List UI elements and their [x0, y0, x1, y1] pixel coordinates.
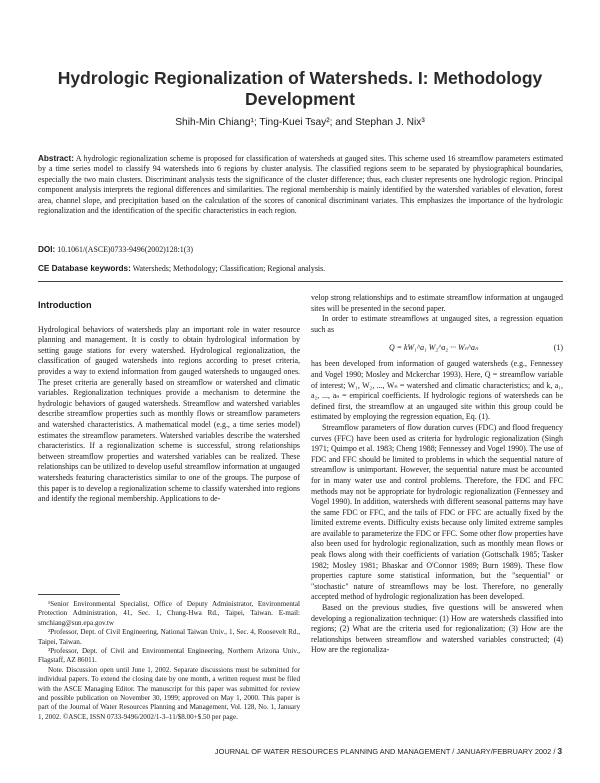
page-number: 3 — [557, 747, 562, 756]
intro-paragraph: Hydrological behaviors of watersheds play an important role in water resource planning and management. It is costly to obtain hydrological information by setting gauge stations for every watershed. Hydrological regionalization, the classification of gauged watersheds into regions according to preset criteria, provides a way to extend information from gauged watersheds to ungauged ones. The preset criteria are generally based on streamflow or watershed and climatic variables. Regionalization techniques provide a mechanism to determine the hydrologic behaviors of gauged watersheds. Streamflow and watershed variables describe streamflow properties such as monthly flows or streamflow parameters and watershed characteristics. A mathematical model (e.g., a time series model) estimates the streamflow parameters. Watershed variables describe the watershed characteristics. If a regionalization scheme is successful, strong relationships between streamflow properties and watershed variables can be realized. These relationships can be utilized to develop useful streamflow information at ungauged watersheds featuring characteristics similar to one of the groups. The purpose of this paper is to develop a regionalization scheme to classify watershed into regions and identify the regional membership. Applications to de- — [38, 324, 300, 504]
paper-title: Hydrologic Regionalization of Watersheds. I: Methodology Development — [57, 68, 543, 109]
abstract — [38, 154, 563, 216]
footnote-2: ²Professor, Dept. of Civil Engineering, National Taiwan Univ., 1, Sec. 4, Roosevelt Rd., Taipei, Taiwan. — [38, 628, 300, 646]
right-paragraph-1: velop strong relationships and to estimate streamflow information at ungauged sites will be presented in the second paper. — [311, 293, 563, 313]
right-paragraph-5: Based on the previous studies, five questions will be answered when developing a regionalization technique: (1) How are watersheds classified into regions; (2) What are the criteria used for regionalization; (3) How are the relationships between streamflow and watershed variables constructed; (4) How are the regionaliza- — [311, 603, 563, 655]
doi-value[interactable]: 10.1061/(ASCE)0733-9496(2002)128:1(3) — [57, 245, 193, 254]
equation-formula: Q = kW₁^a₁ W₂^a₂ ··· Wₙ^aₙ — [389, 343, 479, 353]
equation-number: (1) — [553, 343, 563, 353]
equation-1 — [311, 341, 563, 357]
right-paragraph-4: Streamflow parameters of flow duration curves (FDC) and flood frequency curves (FFC) have been used as criteria for hydrologic regionalization (Singh 1971; Quimpo et al. 1983; Cheng 1988; Fennessey and Vogel 1990). The use of FDC and FFC should be limited to problems in which the sequential nature of streamflow is unimportant. However, the sequential nature must be accounted for in many water use and control problems. Therefore, the FDC and FFC methods may not be appropriate for hydrologic regionalization (Fennessey and Vogel 1990). In addition, watersheds with different seasonal patterns may have the same FDC or FFC, and the tails of FDC or FFC are actually fixed by the limited extreme events. Difficulty exists because only limited extreme samples are available to parameterize the FDC or FFC. Some other flow properties have also been used for hydrologic regionalization, such as monthly mean flows or peak flows along with their coefficients of variation (Gottschalk 1985; Tasker 1982; Mosley 1981; Bhaskar and O'Connor 1989; Burn 1989). These flow properties capture some statistical information, but the "sequential" or "stochastic" nature of streamflows may be lost. Therefore, no generally accepted method of hydrologic regionalization has been developed. — [311, 422, 563, 602]
footnote-1: ¹Senior Environmental Specialist, Office of Deputy Administrator, Environmental Protection Administration, 41, Sec. 1, Chung-Hwa Rd., Taipei, Taiwan. E-mail: smchiang@sun.epa.gov.tw — [38, 600, 300, 627]
section-divider — [38, 281, 563, 282]
footnote-3: ³Professor, Dept. of Civil and Environmental Engineering, Northern Arizona Univ., Flagstaff, AZ 86011. — [38, 647, 300, 665]
right-column — [311, 293, 563, 656]
footnotes — [38, 600, 300, 722]
abstract-text: A hydrologic regionalization scheme is proposed for classification of watersheds at gauged sites. This scheme used 16 streamflow parameters estimated by a time series model to classify 94 watersheds into 6 regions by cluster analysis. The classified regions seem to be separated by physiographical boundaries, especially the two main clusters. Discriminant analysis tests the significance of the cluster difference; thus, each cluster represents one hydrologic region. Principal component analysis interprets the regional differences and similarities. The regional membership is mainly identified by the watershed variables of elevation, forest area, channel slope, and precipitation based on the calculation of the scores of canonical discriminant variates. This emphasizes the importance of the hydrologic regionalization and the identification of the specific characteristics in each region. — [38, 154, 563, 216]
footer-journal: JOURNAL OF WATER RESOURCES PLANNING AND MANAGEMENT / JANUARY/FEBRUARY 2002 / — [214, 747, 556, 756]
footnote-rule — [38, 594, 120, 595]
right-paragraph-3: has been developed from information of gauged watersheds (e.g., Fennessey and Vogel 1990; Mosley and Mckerchar 1993). Here, Q = streamflow variable of interest; W₁, W₂, ..., Wₙ = watershed and climatic characteristics; and k, a₁, a₂, ..., aₙ = empirical coefficients. If hydrologic regions of watersheds can be defined first, the streamflow at an ungauged site within this group could be estimated by employing the regression equation, Eq. (1). — [311, 359, 563, 422]
author-list: Shih-Min Chiang¹; Ting-Kuei Tsay²; and Stephan J. Nix³ — [175, 117, 425, 128]
abstract-label: Abstract: — [38, 154, 74, 163]
doi-label: DOI: — [38, 245, 56, 254]
keywords-line — [38, 264, 325, 273]
page-footer — [215, 747, 562, 756]
introduction-heading: Introduction — [38, 300, 92, 310]
keywords-value: Watersheds; Methodology; Classification; Regional analysis. — [132, 264, 326, 273]
left-column — [38, 300, 300, 505]
right-paragraph-2: In order to estimate streamflows at ungauged sites, a regression equation such as — [311, 314, 563, 334]
keywords-label: CE Database keywords: — [38, 264, 131, 273]
doi-line — [38, 245, 193, 254]
footnote-note: Note. Discussion open until June 1, 2002. Separate discussions must be submitted for individual papers. To extend the closing date by one month, a written request must be filed with the ASCE Managing Editor. The manuscript for this paper was submitted for review and possible publication on November 30, 1999; approved on May 1, 2000. This paper is part of the Journal of Water Resources Planning and Management, Vol. 128, No. 1, January 1, 2002. ©ASCE, ISSN 0733-9496/2002/1-3–11/$8.00+$.50 per page. — [38, 665, 300, 721]
